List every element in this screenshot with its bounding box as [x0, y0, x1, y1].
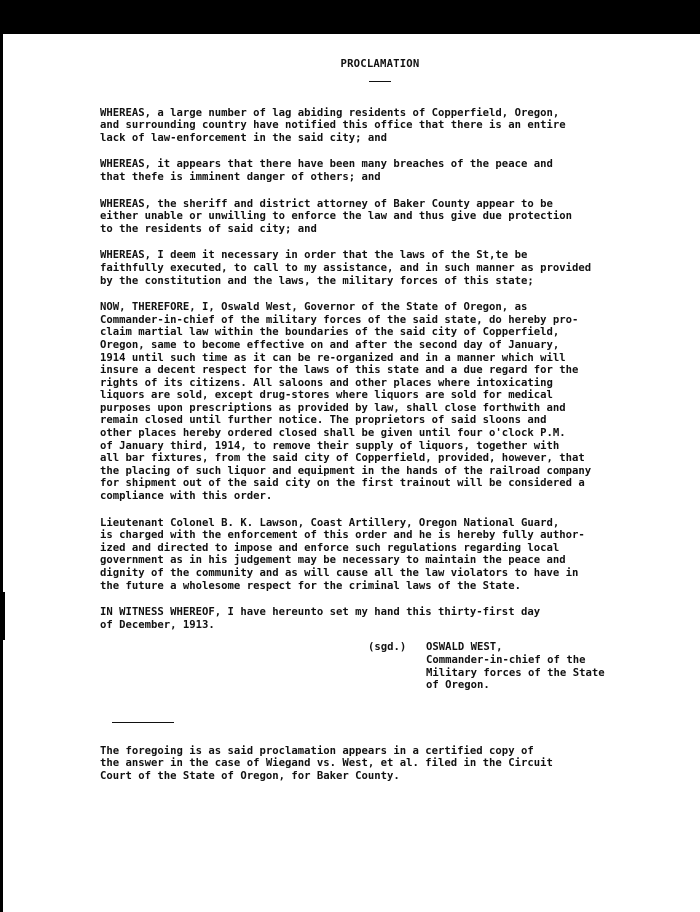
footnote-text: The foregoing is as said proclamation appears in a certified copy of the answer in the case of Wiegand vs. West, et al. filed in the Circuit Court of the State of Oregon, for Baker County.	[100, 744, 553, 782]
title-underline	[369, 81, 391, 82]
footnote-rule	[112, 722, 174, 723]
paragraph-whereas-2: WHEREAS, it appears that there have been many breaches of the peace and that thefe is imminent danger of others; and	[100, 158, 553, 183]
document-page	[100, 58, 660, 783]
paragraph-whereas-4: WHEREAS, I deem it necessary in order that the laws of the St,te be faithfully executed, to call to my assistance, and in such manner as provided by the constitution and the laws, the military forces of this state;	[100, 249, 592, 287]
scan-edge-mark	[0, 592, 5, 640]
document-title: PROCLAMATION	[340, 58, 420, 70]
paragraph-now-therefore: NOW, THEREFORE, I, Oswald West, Governor of the State of Oregon, as Commander-in-chief of the military forces of the said state, do hereby pro- claim martial law within the boundaries of the said city of Copperfield, Oregon, same to become effective on and after the second day of January, 1914 until such time as it can be re-organized and in a manner which will insure a decent respect for the laws of this state and a due regard for the rights of its citizens. All saloons and other places where intoxicating liquors are sold, except drug-stores where liquors are sold for medical purposes upon prescriptions as provided by law, shall close forthwith and remain closed until further notice. The proprietors of said sloons and other places hereby ordered closed shall be given until four o'clock P.M. of January third, 1914, to remove their supply of liquors, together with all bar fixtures, from the said city of Copperfield, provided, however, that the placing of such liquor and equipment in the hands of the railroad company for shipment out of the said city on the first trainout will be considered a compliance with this order.	[100, 301, 592, 503]
paragraph-lieutenant-colonel: Lieutenant Colonel B. K. Lawson, Coast Artillery, Oregon National Guard, is charged with the enforcement of this order and he is hereby fully author- ized and directed to impose and enforce such regulations regarding local government as in his judgement may be necessary to maintain the peace and dignity of the community and as will cause all the law violators to have in the future a wholesome respect for the criminal laws of the State.	[100, 516, 585, 592]
paragraph-whereas-1: WHEREAS, a large number of lag abiding residents of Copperfield, Oregon, and surrounding country have notified this office that there is an entire lack of law-enforcement in the said city; and	[100, 106, 566, 144]
signature-block	[368, 641, 660, 691]
paragraph-whereas-3: WHEREAS, the sheriff and district attorney of Baker County appear to be either unable or unwilling to enforce the law and thus give due protection to the residents of said city; and	[100, 197, 572, 235]
scan-left-border	[0, 34, 3, 912]
signature-lines: OSWALD WEST, Commander-in-chief of the Military forces of the State of Oregon.	[426, 641, 605, 692]
paragraph-in-witness: IN WITNESS WHEREOF, I have hereunto set my hand this thirty-first day of December, 1913.	[100, 606, 541, 631]
signature-prefix: (sgd.)	[368, 641, 407, 654]
scan-top-border	[0, 0, 700, 34]
